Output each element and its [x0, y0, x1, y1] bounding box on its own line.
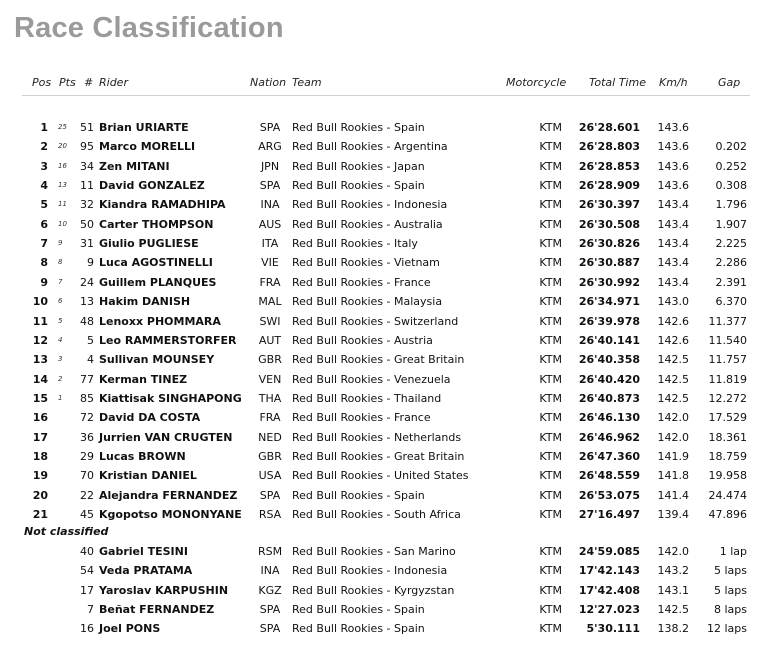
cell-number: 95 [80, 140, 94, 154]
cell-gap: 1 lap [719, 545, 747, 558]
cell-rider: Yaroslav KARPUSHIN [99, 583, 229, 597]
cell-team: Red Bull Rookies - Venezuela [292, 372, 451, 386]
cell-gap: 1.907 [715, 217, 747, 231]
cell-number: 11 [80, 179, 94, 193]
cell-kmh: 142.0 [657, 411, 689, 425]
header-rider: Rider [99, 76, 128, 89]
cell-rider: Brian URIARTE [99, 121, 189, 134]
table-row [0, 273, 782, 292]
cell-kmh: 143.4 [657, 275, 689, 289]
table-row [0, 600, 782, 619]
cell-total-time: 12'27.023 [578, 603, 640, 617]
cell-motorcycle: KTM [539, 353, 562, 367]
cell-nation: FRA [259, 275, 281, 289]
cell-nation: USA [258, 469, 282, 483]
cell-pos: 20 [32, 488, 48, 502]
cell-rider: Veda PRATAMA [99, 564, 193, 578]
cell-rider: Alejandra FERNANDEZ [99, 488, 238, 502]
cell-kmh: 141.4 [657, 488, 689, 502]
cell-rider: Kristian DANIEL [99, 469, 197, 483]
cell-total-time: 26'40.358 [578, 353, 640, 367]
cell-number: 7 [87, 603, 94, 617]
cell-number: 24 [80, 275, 94, 289]
cell-nation: ITA [261, 237, 279, 251]
cell-team: Red Bull Rookies - Italy [292, 237, 418, 251]
cell-kmh: 139.4 [657, 508, 689, 521]
cell-total-time: 26'40.141 [578, 333, 640, 347]
table-row [0, 234, 782, 253]
table-row [0, 253, 782, 272]
cell-pts: 1 [58, 393, 63, 402]
cell-kmh: 142.5 [657, 391, 689, 405]
cell-number: 4 [87, 353, 94, 367]
cell-team: Red Bull Rookies - United States [292, 469, 469, 483]
cell-pos: 21 [32, 508, 48, 521]
cell-kmh: 142.0 [657, 430, 689, 444]
cell-number: 77 [80, 372, 94, 386]
cell-total-time: 26'40.420 [578, 372, 640, 386]
cell-team: Red Bull Rookies - Indonesia [292, 198, 448, 212]
cell-team: Red Bull Rookies - Thailand [292, 391, 442, 405]
cell-motorcycle: KTM [539, 583, 562, 597]
table-row [0, 370, 782, 389]
cell-gap: 17.529 [708, 411, 747, 425]
cell-kmh: 142.6 [657, 314, 689, 328]
header-total-time: Total Time [589, 76, 646, 89]
table-row [0, 389, 782, 408]
cell-gap: 19.958 [708, 469, 747, 483]
cell-number: 16 [80, 622, 94, 636]
cell-team: Red Bull Rookies - Vietnam [292, 256, 440, 270]
cell-pos: 19 [32, 469, 48, 483]
cell-rider: Lucas BROWN [99, 449, 186, 463]
cell-nation: SPA [259, 603, 281, 617]
cell-pts: 7 [58, 277, 63, 286]
cell-team: Red Bull Rookies - France [292, 411, 431, 425]
cell-gap: 11.540 [708, 333, 747, 347]
cell-number: 13 [80, 295, 94, 309]
cell-nation: GBR [258, 353, 282, 367]
cell-pts: 16 [58, 161, 67, 170]
cell-motorcycle: KTM [539, 295, 562, 309]
table-row [0, 428, 782, 447]
cell-kmh: 143.0 [657, 295, 689, 309]
table-row [0, 619, 782, 638]
cell-number: 34 [80, 159, 94, 173]
cell-team: Red Bull Rookies - Argentina [292, 140, 448, 154]
cell-gap: 11.377 [708, 314, 747, 328]
cell-number: 72 [80, 411, 94, 425]
cell-nation: JPN [260, 159, 280, 173]
cell-number: 5 [87, 333, 94, 347]
cell-pos: 6 [40, 217, 48, 231]
cell-motorcycle: KTM [539, 372, 562, 386]
cell-pos: 5 [40, 198, 48, 212]
cell-pos: 8 [40, 256, 48, 270]
cell-nation: VIE [261, 256, 279, 270]
cell-kmh: 143.1 [657, 583, 689, 597]
header-team: Team [292, 76, 322, 89]
cell-team: Red Bull Rookies - Spain [292, 603, 425, 617]
cell-total-time: 26'28.601 [578, 121, 640, 134]
cell-total-time: 24'59.085 [578, 545, 640, 558]
cell-total-time: 26'34.971 [578, 295, 640, 309]
cell-motorcycle: KTM [539, 179, 562, 193]
cell-motorcycle: KTM [539, 411, 562, 425]
cell-pts: 13 [58, 181, 67, 190]
cell-gap: 6.370 [715, 295, 747, 309]
cell-total-time: 27'16.497 [578, 508, 640, 521]
cell-motorcycle: KTM [539, 237, 562, 251]
cell-rider: Sullivan MOUNSEY [99, 353, 215, 367]
cell-nation: THA [258, 391, 282, 405]
cell-team: Red Bull Rookies - Australia [292, 217, 443, 231]
cell-motorcycle: KTM [539, 469, 562, 483]
cell-rider: Kiandra RAMADHIPA [99, 198, 226, 212]
cell-pos: 7 [40, 237, 48, 251]
table-row [0, 581, 782, 600]
cell-gap: 2.286 [715, 256, 747, 270]
cell-rider: David DA COSTA [99, 411, 201, 425]
cell-total-time: 26'46.962 [578, 430, 640, 444]
cell-nation: VEN [258, 372, 282, 386]
cell-rider: Joel PONS [99, 622, 161, 636]
cell-total-time: 26'30.992 [578, 275, 640, 289]
cell-kmh: 143.4 [657, 256, 689, 270]
cell-pts: 2 [58, 374, 63, 383]
cell-total-time: 26'28.803 [578, 140, 640, 154]
cell-pts: 5 [58, 316, 63, 325]
cell-rider: Giulio PUGLIESE [99, 237, 199, 251]
cell-pts: 6 [58, 297, 63, 306]
cell-rider: Kerman TINEZ [99, 372, 188, 386]
cell-kmh: 141.9 [657, 449, 689, 463]
table-row [0, 486, 782, 505]
cell-kmh: 143.6 [657, 121, 689, 134]
cell-motorcycle: KTM [539, 488, 562, 502]
cell-number: 45 [80, 508, 94, 521]
cell-number: 40 [80, 545, 94, 558]
cell-gap: 12.272 [708, 391, 747, 405]
cell-rider: Guillem PLANQUES [99, 275, 217, 289]
cell-team: Red Bull Rookies - Malaysia [292, 295, 443, 309]
cell-kmh: 142.5 [657, 353, 689, 367]
cell-number: 9 [87, 256, 94, 270]
header-number: # [84, 76, 94, 89]
cell-pos: 14 [32, 372, 48, 386]
cell-nation: RSA [258, 508, 282, 521]
table-row [0, 466, 782, 485]
cell-rider: Carter THOMPSON [99, 217, 214, 231]
cell-gap: 18.759 [708, 449, 747, 463]
cell-pts: 10 [58, 219, 67, 228]
cell-team: Red Bull Rookies - Spain [292, 488, 425, 502]
cell-gap: 0.202 [715, 140, 747, 154]
cell-rider: Lenoxx PHOMMARA [99, 314, 221, 328]
cell-number: 48 [80, 314, 94, 328]
cell-nation: ARG [258, 140, 282, 154]
table-row [0, 331, 782, 350]
cell-rider: Leo RAMMERSTORFER [99, 333, 237, 347]
cell-kmh: 143.4 [657, 237, 689, 251]
cell-number: 31 [80, 237, 94, 251]
cell-total-time: 26'46.130 [578, 411, 640, 425]
cell-number: 54 [80, 564, 94, 578]
cell-team: Red Bull Rookies - Spain [292, 622, 425, 636]
cell-pos: 18 [32, 449, 48, 463]
cell-team: Red Bull Rookies - Kyrgyzstan [292, 583, 455, 597]
cell-gap: 1.796 [715, 198, 747, 212]
cell-motorcycle: KTM [539, 430, 562, 444]
cell-team: Red Bull Rookies - Austria [292, 333, 433, 347]
cell-team: Red Bull Rookies - South Africa [292, 508, 461, 521]
cell-gap: 0.308 [715, 179, 747, 193]
cell-rider: Kiattisak SINGHAPONG [99, 391, 242, 405]
cell-kmh: 138.2 [657, 622, 689, 636]
cell-motorcycle: KTM [539, 159, 562, 173]
cell-nation: SPA [259, 488, 281, 502]
cell-team: Red Bull Rookies - San Marino [292, 545, 456, 558]
page-title: Race Classification [14, 12, 284, 44]
cell-gap: 5 laps [713, 564, 747, 578]
cell-motorcycle: KTM [539, 622, 562, 636]
cell-pts: 20 [58, 142, 67, 151]
cell-nation: NED [258, 430, 282, 444]
cell-pos: 1 [40, 121, 48, 134]
cell-kmh: 143.6 [657, 159, 689, 173]
table-row [0, 195, 782, 214]
cell-rider: Hakim DANISH [99, 295, 191, 309]
cell-motorcycle: KTM [539, 564, 562, 578]
cell-nation: SWI [259, 314, 281, 328]
cell-pos: 2 [40, 140, 48, 154]
cell-number: 32 [80, 198, 94, 212]
cell-number: 51 [80, 121, 94, 134]
table-row [0, 312, 782, 331]
cell-nation: KGZ [258, 583, 282, 597]
cell-nation: INA [260, 198, 280, 212]
cell-gap: 5 laps [713, 583, 747, 597]
cell-pos: 9 [40, 275, 48, 289]
header-gap: Gap [718, 76, 741, 89]
cell-rider: Zen MITANI [99, 159, 170, 173]
table-row [0, 137, 782, 156]
cell-pts: 3 [58, 355, 63, 364]
table-row [0, 292, 782, 311]
table-row [0, 118, 782, 137]
cell-total-time: 26'30.826 [578, 237, 640, 251]
cell-pos: 12 [32, 333, 48, 347]
cell-pts: 9 [58, 239, 63, 248]
cell-kmh: 143.6 [657, 140, 689, 154]
cell-total-time: 26'30.508 [578, 217, 640, 231]
cell-kmh: 143.4 [657, 217, 689, 231]
table-row [0, 215, 782, 234]
cell-pos: 3 [40, 159, 48, 173]
cell-rider: Kgopotso MONONYANE [99, 508, 242, 521]
table-row [0, 176, 782, 195]
cell-nation: FRA [259, 411, 281, 425]
cell-total-time: 26'30.397 [578, 198, 640, 212]
cell-nation: GBR [258, 449, 282, 463]
cell-gap: 18.361 [708, 430, 747, 444]
cell-pts: 25 [58, 123, 67, 131]
cell-team: Red Bull Rookies - Japan [292, 159, 425, 173]
cell-gap: 2.391 [715, 275, 747, 289]
cell-total-time: 26'40.873 [578, 391, 640, 405]
cell-number: 17 [80, 583, 94, 597]
cell-team: Red Bull Rookies - Netherlands [292, 430, 462, 444]
table-row [0, 561, 782, 580]
table-row [0, 350, 782, 369]
cell-rider: Beñat FERNANDEZ [99, 603, 215, 617]
table-row [0, 447, 782, 466]
cell-kmh: 141.8 [657, 469, 689, 483]
cell-total-time: 26'48.559 [578, 469, 640, 483]
cell-total-time: 26'53.075 [578, 488, 640, 502]
table-row [0, 408, 782, 427]
cell-nation: AUT [258, 333, 282, 347]
cell-motorcycle: KTM [539, 121, 562, 134]
cell-kmh: 143.4 [657, 198, 689, 212]
cell-motorcycle: KTM [539, 140, 562, 154]
cell-total-time: 26'28.853 [578, 159, 640, 173]
cell-rider: Marco MORELLI [99, 140, 196, 154]
cell-gap: 11.757 [708, 353, 747, 367]
cell-gap: 47.896 [708, 508, 747, 521]
cell-pts: 11 [58, 200, 67, 209]
cell-team: Red Bull Rookies - Great Britain [292, 353, 465, 367]
header-pos: Pos [32, 76, 52, 89]
cell-pos: 11 [32, 314, 48, 328]
cell-gap: 24.474 [708, 488, 747, 502]
cell-rider: Jurrien VAN CRUGTEN [99, 430, 233, 444]
cell-motorcycle: KTM [539, 449, 562, 463]
cell-kmh: 142.5 [657, 603, 689, 617]
header-motorcycle: Motorcycle [506, 76, 567, 89]
cell-kmh: 142.6 [657, 333, 689, 347]
cell-number: 70 [80, 469, 94, 483]
cell-rider: Luca AGOSTINELLI [99, 256, 213, 270]
cell-gap: 0.252 [715, 159, 747, 173]
cell-kmh: 143.6 [657, 179, 689, 193]
cell-motorcycle: KTM [539, 508, 562, 521]
cell-motorcycle: KTM [539, 333, 562, 347]
cell-nation: INA [260, 564, 280, 578]
cell-gap: 12 laps [706, 622, 747, 636]
cell-total-time: 26'28.909 [578, 179, 640, 193]
cell-total-time: 17'42.143 [578, 564, 640, 578]
cell-kmh: 142.0 [657, 545, 689, 558]
not-classified-label: Not classified [24, 525, 109, 538]
cell-motorcycle: KTM [539, 256, 562, 270]
cell-number: 50 [80, 217, 94, 231]
cell-rider: Gabriel TESINI [99, 545, 188, 558]
cell-pos: 10 [32, 295, 48, 309]
header-kmh: Km/h [659, 76, 688, 89]
header-pts: Pts [59, 76, 76, 89]
cell-pts: 8 [58, 258, 63, 267]
cell-pos: 15 [32, 391, 48, 405]
cell-team: Red Bull Rookies - Indonesia [292, 564, 448, 578]
cell-nation: SPA [259, 179, 281, 193]
table-row [0, 157, 782, 176]
cell-nation: MAL [258, 295, 282, 309]
cell-motorcycle: KTM [539, 198, 562, 212]
cell-nation: SPA [259, 121, 281, 134]
table-row [0, 505, 782, 524]
cell-gap: 8 laps [713, 603, 747, 617]
cell-total-time: 26'39.978 [578, 314, 640, 328]
cell-team: Red Bull Rookies - Great Britain [292, 449, 465, 463]
cell-number: 36 [80, 430, 94, 444]
cell-pos: 13 [32, 353, 48, 367]
cell-motorcycle: KTM [539, 391, 562, 405]
cell-number: 85 [80, 391, 94, 405]
cell-motorcycle: KTM [539, 217, 562, 231]
cell-total-time: 5'30.111 [586, 622, 640, 636]
cell-motorcycle: KTM [539, 275, 562, 289]
cell-kmh: 143.2 [657, 564, 689, 578]
cell-rider: David GONZALEZ [99, 179, 205, 193]
cell-team: Red Bull Rookies - Spain [292, 179, 425, 193]
cell-motorcycle: KTM [539, 603, 562, 617]
cell-number: 22 [80, 488, 94, 502]
cell-gap: 2.225 [715, 237, 747, 251]
cell-pos: 16 [32, 411, 48, 425]
cell-number: 29 [80, 449, 94, 463]
cell-team: Red Bull Rookies - France [292, 275, 431, 289]
cell-team: Red Bull Rookies - Spain [292, 121, 425, 134]
table-header [0, 76, 782, 94]
cell-nation: RSM [257, 545, 283, 558]
cell-pts: 4 [58, 335, 63, 344]
table-row [0, 542, 782, 561]
cell-kmh: 142.5 [657, 372, 689, 386]
header-nation: Nation [250, 76, 287, 89]
cell-nation: AUS [258, 217, 282, 231]
cell-motorcycle: KTM [539, 314, 562, 328]
cell-total-time: 17'42.408 [578, 583, 640, 597]
cell-team: Red Bull Rookies - Switzerland [292, 314, 459, 328]
cell-gap: 11.819 [708, 372, 747, 386]
cell-nation: SPA [259, 622, 281, 636]
cell-total-time: 26'30.887 [578, 256, 640, 270]
cell-total-time: 26'47.360 [578, 449, 640, 463]
cell-pos: 17 [32, 430, 48, 444]
cell-motorcycle: KTM [539, 545, 562, 558]
header-divider [22, 95, 750, 96]
cell-pos: 4 [40, 179, 48, 193]
